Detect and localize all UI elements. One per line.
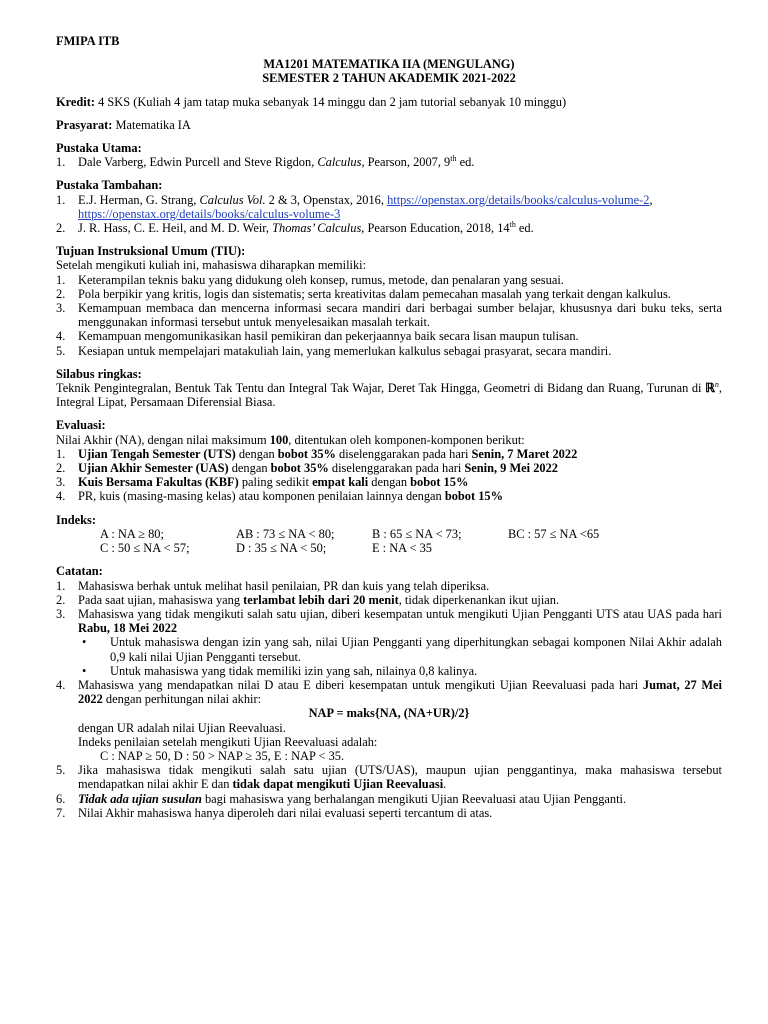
catatan-item (56, 607, 722, 635)
institution-name: FMIPA ITB (56, 34, 120, 48)
evaluasi-heading: Evaluasi: (56, 418, 106, 433)
catatan-item (56, 593, 722, 607)
pustaka-tambahan-heading: Pustaka Tambahan: (56, 178, 163, 193)
item-number: 6. (56, 791, 66, 806)
catatan-date: Jumat, 27 Mei 2022 (78, 677, 722, 707)
component-date: Senin, 9 Mei 2022 (464, 461, 558, 476)
pustaka-tambahan-item (56, 221, 722, 235)
bullet-icon: • (82, 635, 87, 650)
evaluasi-intro (56, 433, 722, 447)
ref-publisher: , Pearson Education, 2018, 14 (361, 221, 510, 236)
item-number: 2. (56, 286, 66, 301)
grade-range: AB : 73 ≤ NA < 80; (236, 526, 335, 541)
item-number: 1. (56, 155, 66, 170)
prasyarat-label: Prasyarat: (56, 117, 113, 132)
component-text: diselenggarakan pada hari (335, 446, 472, 461)
component-text: dengan (228, 461, 271, 476)
evaluasi-item (56, 489, 722, 503)
component-weight: bobot 35% (277, 446, 336, 461)
item-number: 4. (56, 329, 66, 344)
evaluasi-intro-text: , ditentukan oleh komponen-komponen berikut: (288, 432, 525, 447)
item-number: 4. (56, 677, 66, 692)
component-text: dengan (235, 446, 278, 461)
reevaluasi-index: C : NAP ≥ 50, D : 50 > NAP ≥ 35, E : NAP < 35. (100, 748, 345, 763)
indeks-row (100, 527, 722, 541)
grade-range: B : 65 ≤ NA < 73; (372, 526, 462, 541)
bullet-icon: • (82, 663, 87, 678)
catatan-bullet (82, 664, 722, 678)
catatan-item (56, 763, 722, 791)
evaluasi-item (56, 447, 722, 461)
prasyarat-text: Matematika IA (112, 117, 191, 132)
ref-title: Thomas’ Calculus (272, 221, 362, 236)
silabus-text-part: , Integral Lipat, Persamaan Diferensial Biasa. (56, 381, 722, 410)
component-name: Kuis Bersama Fakultas (KBF) (78, 475, 239, 490)
kredit-label: Kredit: (56, 94, 95, 109)
catatan-emphasis: terlambat lebih dari 20 menit (243, 592, 399, 607)
link-separator: , (649, 192, 653, 207)
grade-range: E : NA < 35 (372, 541, 432, 556)
tiu-item (56, 287, 722, 301)
catatan-text: . (443, 777, 447, 792)
max-score: 100 (269, 432, 289, 447)
item-number: 3. (56, 301, 66, 316)
ref-authors: E.J. Herman, G. Strang, (78, 192, 200, 207)
catatan-emphasis: Tidak ada ujian susulan (78, 791, 202, 806)
ur-definition: dengan UR adalah nilai Ujian Reevaluasi. (78, 720, 286, 735)
catatan-item (56, 579, 722, 593)
item-number: 1. (56, 578, 66, 593)
item-number: 1. (56, 272, 66, 287)
tiu-item (56, 329, 722, 343)
catatan-text: dengan perhitungan nilai akhir: (102, 692, 262, 707)
catatan-text: Mahasiswa yang tidak mengikuti salah satu ujian, diberi kesempatan untuk mengikuti Ujian Pengganti UTS atau UAS pada hari (78, 606, 722, 621)
component-text: diselenggarakan pada hari (328, 461, 465, 476)
ref-title: Calculus (317, 155, 362, 170)
item-number: 7. (56, 805, 66, 820)
item-number: 2. (56, 221, 66, 236)
kredit-text: 4 SKS (Kuliah 4 jam tatap muka sebanyak 14 minggu dan 2 jam tutorial sebanyak 10 minggu) (95, 94, 567, 109)
silabus-heading: Silabus ringkas: (56, 366, 142, 381)
catatan-text: Pada saat ujian, mahasiswa yang (78, 592, 244, 607)
ref-authors: Dale Varberg, Edwin Purcell and Steve Rigdon, (78, 155, 318, 170)
indeks-row (100, 541, 722, 555)
tiu-intro: Setelah mengikuti kuliah ini, mahasiswa diharapkan memiliki: (56, 258, 367, 273)
component-date: Senin, 7 Maret 2022 (471, 446, 578, 461)
tiu-item (56, 301, 722, 329)
pustaka-utama-item (56, 155, 722, 169)
ref-publisher: , Pearson, 2007, 9 (361, 155, 451, 170)
evaluasi-item (56, 461, 722, 475)
bullet-text: Untuk mahasiswa dengan izin yang sah, nilai Ujian Pengganti yang diperhitungkan sebagai komponen Nilai Akhir adalah 0,9 kali nilai Ujian Pengganti tersebut. (110, 635, 722, 664)
grade-range: BC : 57 ≤ NA <65 (508, 526, 600, 541)
item-number: 5. (56, 763, 66, 778)
component-weight: bobot 15% (410, 475, 469, 490)
component-text: paling sedikit (238, 475, 313, 490)
catatan-item (56, 678, 722, 706)
tiu-item (56, 273, 722, 287)
catatan-item (56, 806, 722, 820)
pustaka-utama-heading: Pustaka Utama: (56, 141, 142, 156)
grade-range: C : 50 ≤ NA < 57; (100, 541, 190, 556)
grade-range: A : NA ≥ 80; (100, 526, 164, 541)
component-weight: bobot 35% (270, 461, 329, 476)
prasyarat-line (56, 118, 722, 132)
component-text: dengan (368, 475, 411, 490)
ref-edition-suffix: ed. (456, 155, 475, 170)
real-numbers-symbol: ℝ (705, 381, 715, 396)
semester-title: SEMESTER 2 TAHUN AKADEMIK 2021-2022 (262, 71, 516, 86)
ref-authors: J. R. Hass, C. E. Heil, and M. D. Weir, (78, 221, 273, 236)
silabus-text (56, 381, 722, 409)
catatan-text: Mahasiswa berhak untuk melihat hasil penilaian, PR dan kuis yang telah diperiksa. (78, 578, 490, 593)
evaluasi-item (56, 475, 722, 489)
catatan-date: Rabu, 18 Mei 2022 (78, 621, 178, 636)
ref-publisher: 2 & 3, Openstax, 2016, (265, 192, 388, 207)
tiu-text: Kesiapan untuk mempelajari matakuliah lain, yang memerlukan kalkulus sebagai prasyarat, secara mandiri. (78, 343, 612, 358)
nap-formula: NAP = maks{NA, (NA+UR)/2} (308, 706, 470, 721)
syllabus-document (56, 34, 722, 820)
component-weight: bobot 15% (444, 489, 504, 504)
catatan-text: bagi mahasiswa yang berhalangan mengikuti Ujian Reevaluasi atau Ujian Pengganti. (201, 791, 627, 806)
tiu-item (56, 344, 722, 358)
ref-title: Calculus Vol. (199, 192, 266, 207)
catatan-text: , tidak diperkenankan ikut ujian. (398, 592, 560, 607)
catatan-heading: Catatan: (56, 564, 103, 579)
openstax-volume-2-link[interactable]: https://openstax.org/details/books/calculus-volume-2 (387, 192, 650, 207)
openstax-volume-3-link[interactable]: https://openstax.org/details/books/calculus-volume-3 (78, 206, 341, 221)
component-name: Ujian Tengah Semester (UTS) (78, 446, 236, 461)
item-number: 5. (56, 343, 66, 358)
kredit-line (56, 95, 722, 109)
catatan-emphasis: tidak dapat mengikuti Ujian Reevaluasi (232, 777, 444, 792)
ref-edition-sup: th (450, 154, 457, 164)
grade-range: D : 35 ≤ NA < 50; (236, 541, 327, 556)
real-numbers-exponent: n (714, 379, 719, 389)
reevaluasi-index-intro: Indeks penilaian setelah mengikuti Ujian Reevaluasi adalah: (78, 734, 378, 749)
catatan-item (56, 792, 722, 806)
component-text: PR, kuis (masing-masing kelas) atau komponen penilaian lainnya dengan (78, 489, 445, 504)
catatan-text: Jika mahasiswa tidak mengikuti salah satu ujian (UTS/UAS), maupun ujian penggantinya, maka mahasiswa tersebut mendapatkan nilai akhir E dan (78, 763, 722, 792)
pustaka-tambahan-item (56, 193, 722, 221)
course-title: MA1201 MATEMATIKA IIA (MENGULANG) (263, 57, 515, 72)
tiu-text: Keterampilan teknis baku yang didukung oleh konsep, rumus, metode, dan penalaran yang sesuai. (78, 272, 564, 287)
indeks-heading: Indeks: (56, 512, 96, 527)
bullet-text: Untuk mahasiswa yang tidak memiliki izin yang sah, nilainya 0,8 kalinya. (110, 663, 478, 678)
item-number: 1. (56, 446, 66, 461)
catatan-text: Nilai Akhir mahasiswa hanya diperoleh dari nilai evaluasi seperti tercantum di atas. (78, 805, 493, 820)
tiu-text: Kemampuan mengomunikasikan hasil pemikiran dan pekerjaannya baik secara lisan maupun tulisan. (78, 329, 579, 344)
item-number: 4. (56, 489, 66, 504)
item-number: 2. (56, 461, 66, 476)
tiu-text: Pola berpikir yang kritis, logis dan sistematis; serta kreativitas dalam pemecahan masalah yang terkait dengan kalkulus. (78, 286, 671, 301)
item-number: 3. (56, 475, 66, 490)
item-number: 1. (56, 192, 66, 207)
evaluasi-intro-text: Nilai Akhir (NA), dengan nilai maksimum (56, 432, 270, 447)
item-number: 2. (56, 592, 66, 607)
item-number: 3. (56, 606, 66, 621)
tiu-heading: Tujuan Instruksional Umum (TIU): (56, 244, 246, 259)
component-frequency: empat kali (312, 475, 369, 490)
component-name: Ujian Akhir Semester (UAS) (78, 461, 229, 476)
ref-edition-sup: th (509, 219, 516, 229)
tiu-text: Kemampuan membaca dan mencerna informasi secara mandiri dari berbagai sumber belajar, khususnya dari buku teks, serta menggunakan informasi tersebut untuk menyelesaikan masalah terkait. (78, 301, 722, 330)
ref-edition-suffix: ed. (515, 221, 534, 236)
catatan-text: Mahasiswa yang mendapatkan nilai D atau E diberi kesempatan untuk mengikuti Ujian Reevaluasi pada hari (78, 677, 643, 692)
catatan-bullet (82, 635, 722, 663)
silabus-text-part: Teknik Pengintegralan, Bentuk Tak Tentu dan Integral Tak Wajar, Deret Tak Hingga, Geometri di Bidang dan Ruang, Turunan di (56, 381, 706, 396)
